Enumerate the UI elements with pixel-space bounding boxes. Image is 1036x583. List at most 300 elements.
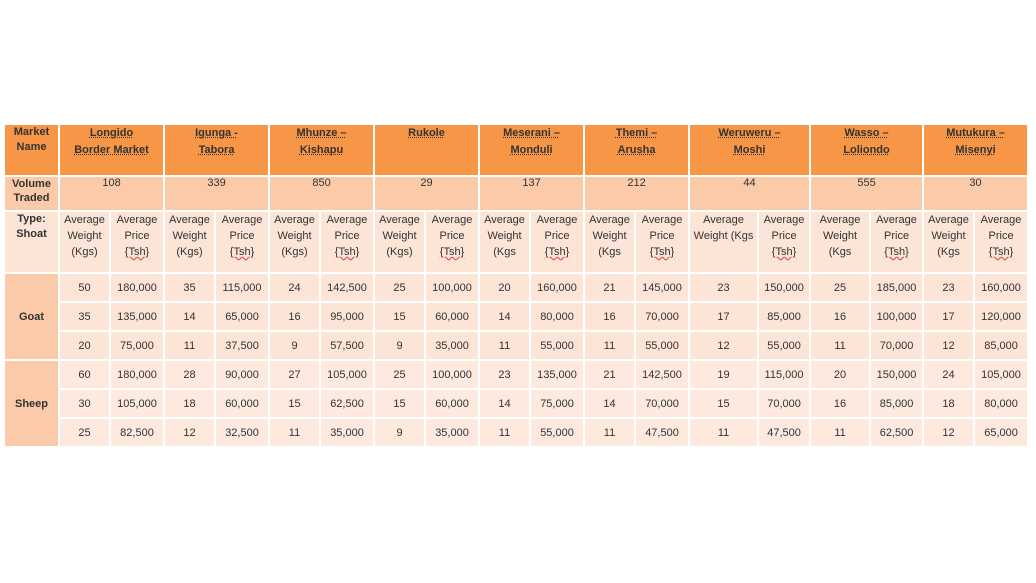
avg-weight-value: 25 [833, 281, 847, 294]
avg-weight-value: 16 [833, 397, 847, 410]
avg-price-value: 120,000 [981, 310, 1021, 323]
volume-value: 108 [102, 177, 121, 189]
avg-price-value: 35,000 [435, 426, 469, 439]
header-line: {Tsh} [884, 246, 909, 258]
market-name-line: Weruweru – [718, 127, 781, 139]
avg-weight-value: 15 [288, 397, 301, 410]
header-line: Average [980, 214, 1022, 226]
header-line: Average [763, 214, 805, 226]
header-line: {Tsh} [988, 246, 1014, 258]
avg-weight-value: 14 [183, 310, 196, 323]
header-line: Average [64, 214, 105, 226]
header-line: Average [703, 214, 744, 226]
avg-weight-value: 19 [717, 368, 730, 381]
header-line: (Kgs) [176, 246, 203, 258]
avg-weight-cell [374, 418, 425, 447]
label-line: Volume [12, 178, 51, 190]
avg-price-cell [974, 273, 1028, 302]
avg-weight-header [584, 211, 635, 273]
avg-price-header [530, 211, 584, 273]
avg-weight-cell [584, 331, 635, 360]
avg-price-cell [870, 331, 923, 360]
avg-price-cell [530, 418, 584, 447]
avg-weight-value: 16 [833, 310, 847, 323]
avg-price-cell [974, 331, 1028, 360]
avg-price-cell [635, 331, 689, 360]
avg-price-cell [635, 360, 689, 389]
avg-price-cell [758, 273, 810, 302]
avg-weight-cell [689, 302, 758, 331]
avg-price-cell [215, 273, 269, 302]
avg-price-value: 105,000 [117, 397, 157, 410]
avg-weight-cell [810, 389, 870, 418]
avg-weight-cell [810, 360, 870, 389]
avg-price-cell [425, 360, 479, 389]
avg-weight-value: 11 [834, 339, 846, 352]
avg-price-cell [758, 418, 810, 447]
avg-weight-value: 11 [183, 339, 196, 352]
header-line: Price [649, 230, 675, 242]
avg-price-header [635, 211, 689, 273]
volume-value-cell [584, 176, 689, 211]
avg-price-cell [320, 360, 374, 389]
label-line: Traded [13, 192, 50, 204]
avg-weight-cell [689, 418, 758, 447]
avg-weight-cell [164, 273, 215, 302]
sheep-label [4, 360, 59, 447]
avg-price-value: 47,500 [645, 426, 679, 439]
avg-price-value: 75,000 [120, 339, 154, 352]
avg-weight-value: 9 [291, 339, 298, 352]
avg-weight-value: 20 [498, 281, 511, 294]
avg-price-value: 47,500 [767, 426, 801, 439]
avg-price-value: 115,000 [764, 368, 804, 381]
avg-weight-value: 24 [942, 368, 955, 381]
market-name-line: Meserani – [503, 127, 560, 139]
header-line: Average [274, 214, 315, 226]
avg-price-value: 105,000 [981, 368, 1021, 381]
avg-price-value: 145,000 [642, 281, 682, 294]
avg-price-cell [215, 360, 269, 389]
avg-weight-cell [923, 302, 974, 331]
livestock-market-table [3, 123, 1029, 448]
avg-weight-cell [923, 360, 974, 389]
avg-weight-cell [479, 273, 530, 302]
avg-price-cell [530, 389, 584, 418]
avg-weight-cell [584, 418, 635, 447]
avg-price-value: 180,000 [117, 368, 157, 381]
avg-price-cell [974, 360, 1028, 389]
avg-weight-value: 11 [288, 426, 301, 439]
avg-price-value: 65,000 [984, 426, 1018, 439]
header-line: Price [988, 230, 1014, 242]
market-name-label [4, 124, 59, 176]
market-name-line: Rukole [408, 127, 445, 139]
avg-price-cell [320, 273, 374, 302]
market-name-line: Longido [89, 127, 134, 139]
market-name-line: Arusha [617, 144, 656, 156]
avg-weight-value: 15 [717, 397, 730, 410]
label-line: Type: [17, 213, 46, 225]
market-name-line: Mutukura – [946, 127, 1005, 139]
avg-weight-cell [59, 331, 110, 360]
market-name-cell [374, 124, 479, 176]
avg-price-value: 90,000 [225, 368, 259, 381]
avg-weight-cell [164, 389, 215, 418]
avg-price-cell [215, 302, 269, 331]
type-shoat-row [4, 211, 1028, 273]
avg-weight-value: 35 [78, 310, 91, 323]
avg-weight-cell [923, 331, 974, 360]
avg-weight-value: 16 [603, 310, 616, 323]
market-name-cell [689, 124, 810, 176]
avg-price-value: 105,000 [327, 368, 367, 381]
avg-weight-value: 17 [717, 310, 730, 323]
header-line: Average [928, 214, 969, 226]
market-name-cell [269, 124, 374, 176]
avg-price-cell [635, 273, 689, 302]
avg-weight-value: 12 [942, 339, 955, 352]
avg-weight-cell [810, 331, 870, 360]
avg-price-cell [635, 389, 689, 418]
avg-price-value: 135,000 [537, 368, 577, 381]
avg-weight-cell [810, 418, 870, 447]
market-name-cell [479, 124, 584, 176]
avg-price-value: 100,000 [432, 281, 472, 294]
avg-weight-value: 11 [498, 339, 511, 352]
avg-price-value: 95,000 [330, 310, 364, 323]
avg-price-value: 55,000 [645, 339, 679, 352]
avg-weight-value: 15 [393, 397, 406, 410]
avg-price-cell [215, 418, 269, 447]
goat-label [4, 273, 59, 360]
market-name-line: Monduli [510, 144, 553, 156]
avg-weight-cell [164, 331, 215, 360]
market-name-line: Mhunze – [296, 127, 347, 139]
volume-value: 44 [743, 177, 756, 189]
avg-price-cell [758, 389, 810, 418]
avg-weight-cell [269, 360, 320, 389]
sheep-row [4, 360, 1028, 389]
avg-price-value: 100,000 [432, 368, 472, 381]
avg-price-value: 70,000 [645, 310, 679, 323]
avg-price-header [974, 211, 1028, 273]
avg-price-cell [215, 331, 269, 360]
header-line: (Kgs) [71, 246, 98, 258]
avg-price-cell [320, 331, 374, 360]
header-line: Average [819, 214, 861, 226]
market-name-line: Wasso – [844, 127, 889, 139]
avg-price-value: 80,000 [984, 397, 1018, 410]
avg-weight-cell [810, 302, 870, 331]
header-line: Average [116, 214, 158, 226]
avg-weight-value: 17 [942, 310, 955, 323]
avg-weight-value: 12 [183, 426, 196, 439]
avg-weight-cell [59, 302, 110, 331]
avg-weight-value: 20 [78, 339, 91, 352]
avg-weight-value: 11 [603, 339, 616, 352]
header-line: Weight [277, 230, 312, 242]
header-line: Average [169, 214, 210, 226]
header-line: Average [326, 214, 368, 226]
header-line: Price [439, 230, 465, 242]
avg-weight-header [374, 211, 425, 273]
avg-price-cell [110, 302, 164, 331]
volume-value-cell [923, 176, 1028, 211]
volume-value: 212 [627, 177, 646, 189]
avg-price-cell [110, 418, 164, 447]
avg-price-cell [320, 418, 374, 447]
avg-weight-value: 27 [288, 368, 301, 381]
volume-value-cell [59, 176, 164, 211]
avg-weight-cell [374, 360, 425, 389]
avg-price-cell [320, 302, 374, 331]
avg-price-value: 75,000 [540, 397, 574, 410]
avg-weight-cell [479, 418, 530, 447]
header-line: Price [771, 230, 797, 242]
goat-row [4, 302, 1028, 331]
avg-weight-value: 60 [78, 368, 91, 381]
avg-weight-value: 18 [183, 397, 196, 410]
avg-price-cell [635, 418, 689, 447]
avg-weight-value: 14 [498, 310, 511, 323]
header-line: (Kgs [828, 246, 852, 258]
avg-weight-value: 9 [396, 339, 403, 352]
avg-weight-value: 16 [288, 310, 301, 323]
avg-weight-value: 25 [78, 426, 91, 439]
header-line: Price [544, 230, 570, 242]
volume-value-cell [479, 176, 584, 211]
row-label: Sheep [14, 397, 48, 410]
header-line: Average [221, 214, 263, 226]
volume-value: 29 [420, 177, 433, 189]
header-line: (Kgs [493, 246, 516, 258]
header-line: Weight [172, 230, 207, 242]
volume-value-cell [689, 176, 810, 211]
avg-price-value: 115,000 [222, 281, 262, 294]
label-line: Shoat [16, 228, 47, 240]
sheep-row [4, 389, 1028, 418]
avg-weight-cell [59, 273, 110, 302]
header-line: Average [379, 214, 420, 226]
avg-price-header [215, 211, 269, 273]
label-line: Market [13, 126, 50, 138]
avg-weight-cell [923, 273, 974, 302]
avg-price-value: 100,000 [876, 310, 917, 323]
header-line: Average [484, 214, 525, 226]
header-line: Average [641, 214, 683, 226]
header-line: (Kgs) [281, 246, 308, 258]
avg-price-header [870, 211, 923, 273]
avg-weight-cell [164, 418, 215, 447]
avg-price-value: 35,000 [435, 339, 469, 352]
avg-price-value: 80,000 [540, 310, 574, 323]
avg-weight-value: 21 [603, 281, 616, 294]
header-line: (Kgs) [386, 246, 413, 258]
avg-price-cell [635, 302, 689, 331]
header-line: Price [334, 230, 360, 242]
avg-price-cell [320, 389, 374, 418]
avg-price-value: 180,000 [117, 281, 157, 294]
volume-value-cell [810, 176, 923, 211]
avg-price-value: 55,000 [540, 339, 574, 352]
avg-price-value: 70,000 [767, 397, 801, 410]
avg-price-value: 55,000 [540, 426, 574, 439]
avg-weight-cell [269, 273, 320, 302]
label-line: Name [16, 141, 47, 153]
header-line: Average [589, 214, 630, 226]
header-line: Weight (Kgs [693, 230, 754, 242]
avg-weight-cell [584, 302, 635, 331]
avg-weight-header [269, 211, 320, 273]
header-line: Weight [931, 230, 966, 242]
header-line: Price [124, 230, 150, 242]
avg-price-value: 35,000 [330, 426, 364, 439]
avg-weight-header [923, 211, 974, 273]
header-line: Weight [67, 230, 102, 242]
avg-weight-cell [269, 418, 320, 447]
avg-price-cell [758, 302, 810, 331]
avg-weight-value: 21 [603, 368, 616, 381]
market-name-line: Igunga - [195, 127, 238, 139]
avg-price-value: 160,000 [981, 281, 1021, 294]
avg-weight-value: 14 [603, 397, 616, 410]
avg-weight-value: 50 [78, 281, 91, 294]
avg-weight-value: 12 [942, 426, 955, 439]
header-line: Weight [823, 230, 858, 242]
avg-weight-cell [269, 331, 320, 360]
avg-price-value: 82,500 [120, 426, 154, 439]
avg-weight-value: 9 [396, 426, 403, 439]
avg-price-value: 32,500 [225, 426, 259, 439]
header-line: (Kgs [598, 246, 621, 258]
avg-price-header [320, 211, 374, 273]
market-name-cell [59, 124, 164, 176]
avg-weight-value: 28 [183, 368, 196, 381]
goat-row [4, 273, 1028, 302]
header-line: Weight [487, 230, 522, 242]
header-line: {Tsh} [771, 246, 797, 258]
avg-price-value: 65,000 [225, 310, 259, 323]
avg-price-cell [870, 302, 923, 331]
avg-price-value: 60,000 [225, 397, 259, 410]
header-line: {Tsh} [649, 246, 675, 258]
avg-weight-value: 11 [717, 426, 730, 439]
volume-traded-row [4, 176, 1028, 211]
avg-weight-cell [689, 273, 758, 302]
avg-price-value: 60,000 [435, 310, 469, 323]
avg-weight-cell [923, 389, 974, 418]
avg-weight-header [479, 211, 530, 273]
market-name-line: Kishapu [299, 144, 344, 156]
avg-weight-cell [810, 273, 870, 302]
avg-weight-cell [689, 331, 758, 360]
avg-price-value: 37,500 [225, 339, 259, 352]
avg-weight-header [810, 211, 870, 273]
avg-price-cell [110, 273, 164, 302]
row-label: Goat [18, 310, 45, 323]
volume-value: 850 [312, 177, 331, 189]
avg-weight-value: 23 [498, 368, 511, 381]
header-line: {Tsh} [544, 246, 570, 258]
avg-weight-cell [923, 418, 974, 447]
avg-price-value: 70,000 [645, 397, 679, 410]
avg-weight-value: 35 [183, 281, 196, 294]
market-name-line: Moshi [733, 144, 766, 156]
avg-weight-cell [689, 389, 758, 418]
header-line: Weight [382, 230, 417, 242]
header-line: Price [229, 230, 255, 242]
avg-price-cell [870, 360, 923, 389]
avg-price-cell [110, 389, 164, 418]
volume-value: 555 [857, 177, 876, 189]
avg-weight-value: 20 [833, 368, 847, 381]
avg-price-cell [425, 302, 479, 331]
avg-price-header [758, 211, 810, 273]
volume-value-cell [164, 176, 269, 211]
avg-weight-cell [374, 302, 425, 331]
avg-weight-cell [374, 331, 425, 360]
header-line: Price [884, 230, 910, 242]
avg-price-value: 142,500 [642, 368, 682, 381]
avg-price-value: 85,000 [984, 339, 1018, 352]
avg-weight-value: 11 [834, 426, 846, 439]
avg-price-cell [530, 302, 584, 331]
avg-price-value: 160,000 [537, 281, 577, 294]
avg-price-cell [530, 273, 584, 302]
avg-price-cell [425, 273, 479, 302]
avg-price-cell [870, 418, 923, 447]
avg-price-value: 135,000 [117, 310, 157, 323]
avg-weight-value: 18 [942, 397, 955, 410]
avg-price-value: 85,000 [879, 397, 914, 410]
avg-price-cell [425, 331, 479, 360]
avg-weight-header [689, 211, 758, 273]
avg-price-value: 62,500 [879, 426, 914, 439]
header-line: {Tsh} [439, 246, 465, 258]
avg-weight-cell [584, 273, 635, 302]
avg-price-value: 142,500 [327, 281, 367, 294]
avg-weight-header [164, 211, 215, 273]
avg-price-value: 62,500 [330, 397, 364, 410]
market-name-cell [164, 124, 269, 176]
avg-weight-cell [59, 418, 110, 447]
avg-price-value: 185,000 [876, 281, 917, 294]
volume-value: 339 [207, 177, 226, 189]
avg-weight-value: 24 [288, 281, 301, 294]
header-line: Weight [592, 230, 627, 242]
avg-weight-cell [479, 389, 530, 418]
avg-weight-value: 15 [393, 310, 406, 323]
avg-price-cell [425, 389, 479, 418]
avg-weight-value: 23 [717, 281, 730, 294]
avg-price-value: 150,000 [764, 281, 804, 294]
market-name-row [4, 124, 1028, 176]
avg-weight-value: 30 [78, 397, 91, 410]
header-line: (Kgs [937, 246, 960, 258]
avg-weight-value: 12 [717, 339, 730, 352]
volume-value-cell [374, 176, 479, 211]
sheep-row [4, 418, 1028, 447]
header-line: {Tsh} [229, 246, 255, 258]
avg-price-value: 55,000 [767, 339, 801, 352]
avg-price-value: 70,000 [879, 339, 914, 352]
avg-weight-cell [269, 302, 320, 331]
avg-weight-value: 23 [942, 281, 955, 294]
market-name-line: Border Market [74, 144, 149, 156]
volume-traded-label [4, 176, 59, 211]
avg-price-cell [215, 389, 269, 418]
